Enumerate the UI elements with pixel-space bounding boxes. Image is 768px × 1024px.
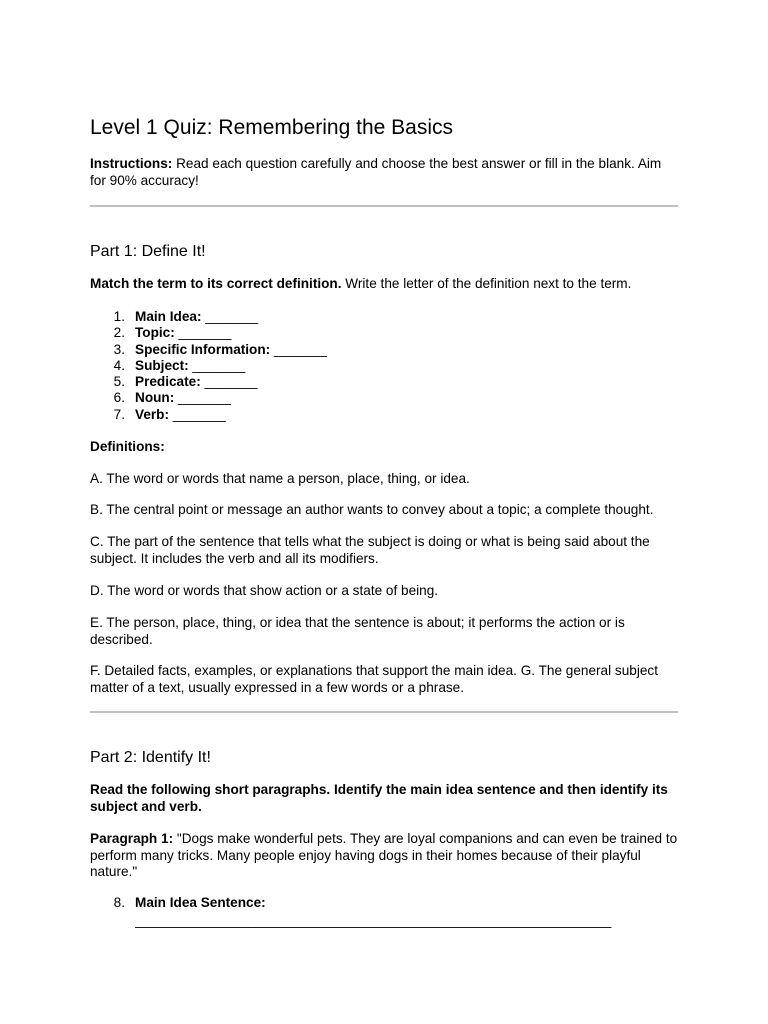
definitions-heading [90,439,680,456]
term-label: Specific Information: [135,341,271,357]
answer-blank[interactable]: _______ [188,357,246,373]
part1-prompt [90,276,680,293]
list-item [90,309,327,325]
page-title: Level 1 Quiz: Remembering the Basics [90,116,453,139]
main-idea-answer-line[interactable]: _______________________________________________________________ [135,913,612,928]
term-label: Topic: [135,325,175,341]
item-number: 8. [113,895,125,910]
definition-c: C. The part of the sentence that tells what the subject is doing or what is being said about the subject. It includes the verb and all its modifiers. [90,534,650,566]
term-label: Noun: [135,390,175,406]
item-number: 5. [113,374,125,390]
list-item [90,390,327,406]
list-item [90,895,266,911]
answer-blank[interactable]: _______ [169,406,226,422]
list-item [90,407,327,423]
divider [90,711,678,713]
term-label: Predicate: [135,374,201,390]
divider [90,205,678,207]
term-list [90,309,327,423]
paragraph-1-label: Paragraph 1: [90,831,174,846]
item-number: 6. [113,390,125,406]
term-label: Verb: [135,406,169,422]
part2-prompt-text: Read the following short paragraphs. Identify the main idea sentence and then identify its subject and verb. [90,782,668,814]
part2-heading: Part 2: Identify It! [90,749,211,766]
definitions-heading-text: Definitions: [90,439,165,454]
question-label: Main Idea Sentence: [135,895,266,910]
answer-blank[interactable]: _______ [200,374,258,390]
definition-a: A. The word or words that name a person, place, thing, or idea. [90,471,470,486]
instructions-label: Instructions: [90,156,173,171]
instructions-text: Read each question carefully and choose the best answer or fill in the blank. Aim for 90% accuracy! [90,156,662,188]
item-number: 7. [113,406,125,422]
item-number: 3. [113,341,125,357]
instructions [90,156,680,189]
list-item [90,325,327,341]
paragraph-1 [90,831,680,881]
item-number: 2. [113,325,125,341]
list-item [90,358,327,374]
definition-b: B. The central point or message an author wants to convey about a topic; a complete thought. [90,502,654,517]
term-label: Main Idea: [135,309,202,324]
question-list [90,895,266,911]
part2-prompt [90,782,680,815]
part1-prompt-rest: Write the letter of the definition next to the term. [341,276,632,291]
part1-heading: Part 1: Define It! [90,243,206,260]
answer-blank[interactable]: _______ [174,390,231,406]
term-label: Subject: [135,357,189,373]
list-item [90,342,327,358]
part1-prompt-bold: Match the term to its correct definition. [90,276,342,291]
item-number: 4. [113,357,125,373]
definition-d: D. The word or words that show action or a state of being. [90,583,439,598]
item-number: 1. [113,309,125,324]
list-item [90,374,327,390]
answer-blank[interactable]: _______ [174,325,232,341]
answer-blank[interactable]: _______ [201,309,259,324]
definition-e: E. The person, place, thing, or idea that the sentence is about; it performs the action or is described. [90,615,625,647]
definition-f-g: F. Detailed facts, examples, or explanations that support the main idea. G. The general subject matter of a text, usually expressed in a few words or a phrase. [90,663,658,695]
paragraph-1-text: "Dogs make wonderful pets. They are loyal companions and can even be trained to perform many tricks. Many people enjoy having dogs in their homes because of their playful nature." [90,831,678,879]
answer-blank[interactable]: _______ [270,341,327,357]
